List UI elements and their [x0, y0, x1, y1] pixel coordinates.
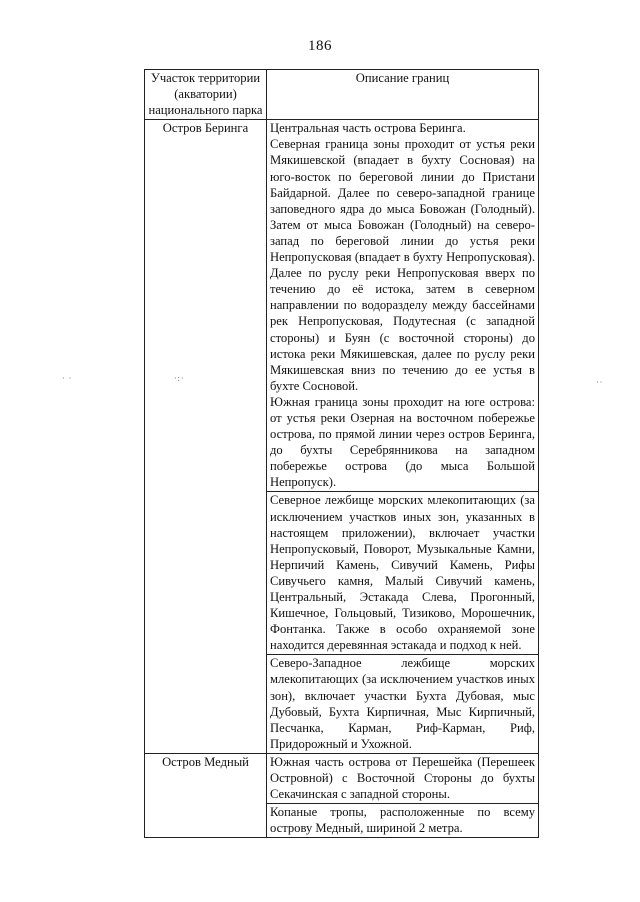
header-description: Описание границ	[267, 70, 539, 120]
scan-speck-left: · ·	[62, 374, 73, 383]
scan-speck-inner: ·:·	[174, 374, 185, 383]
area-cell-medny: Остров Медный	[145, 753, 267, 837]
area-cell-bering: Остров Беринга	[145, 120, 267, 754]
description-paragraph: Северная граница зоны проходит от устья реки Мякишевской (впадает в бухту Сосновая) на юго-восток по береговой линии до Пристани Байдарной. Далее по северо-западной границе заповедного ядра до мыса Бовожан (Голодный). Затем от мыса Бовожан (Голодный) на северо-запад по береговой линии до устья реки Непропусковая (впадает в бухту Непропусковая). Далее по руслу реки Непропусковая вверх по течению до её истока, затем в северном направлении по водоразделу между бассейнами рек Непропусковая, Подутесная (с западной стороны) и Буян (с восточной стороны) до истока реки Мякишевская, далее по руслу реки Мякишевская вниз по течению до ее устья в бухте Сосновой.	[270, 137, 535, 393]
description-paragraph: Центральная часть острова Беринга.	[270, 121, 466, 136]
description-cell	[267, 804, 539, 838]
description-paragraph: Северное лежбище морских млекопитающих (за исключением участков иных зон, указанных в настоящем приложении), включает участки Непропусковый, Поворот, Музыкальные Камни, Нерпичий Камень, Сивучий Камень, Рифы Сивучьего камня, Малый Сивучий камень, Центральный, Эстакада Слева, Прогонный, Кишечное, Гольцовый, Тизиково, Морошечник, Фонтанка. Также в особо охраняемой зоне находится деревянная эстакада и подход к ней.	[270, 493, 535, 653]
description-cell	[267, 655, 539, 754]
description-paragraph: Копаные тропы, расположенные по всему острову Медный, шириной 2 метра.	[270, 805, 535, 836]
zone-borders-table	[144, 69, 539, 838]
description-cell	[267, 120, 539, 492]
description-paragraph: Северо-Западное лежбище морских млекопитающих (за исключением участков иных зон), включает участки Бухта Дубовая, мыс Дубовый, Бухта Кирпичная, Мыс Кирпичный, Песчанка, Карман, Риф-Карман, Риф, Придорожный и Ухожной.	[270, 656, 535, 751]
table-row	[145, 120, 539, 492]
header-area: Участок территории (акватории) национального парка	[145, 70, 267, 120]
description-paragraph: Южная часть острова от Перешейка (Перешеек Островной) с Восточной Стороны до бухты Секачинская с западной стороны.	[270, 754, 535, 802]
description-cell	[267, 492, 539, 655]
page-number: 186	[308, 38, 332, 54]
table-row	[145, 753, 539, 803]
description-cell	[267, 753, 539, 803]
scan-speck-right: ··	[596, 378, 604, 387]
description-paragraph: Южная граница зоны проходит на юге острова: от устья реки Озерная на восточном побережье острова, по прямой линии через остров Беринга, до бухты Серебрянникова на западном побережье острова (до мыса Большой Непропуск).	[270, 394, 535, 490]
table-header-row	[145, 70, 539, 120]
